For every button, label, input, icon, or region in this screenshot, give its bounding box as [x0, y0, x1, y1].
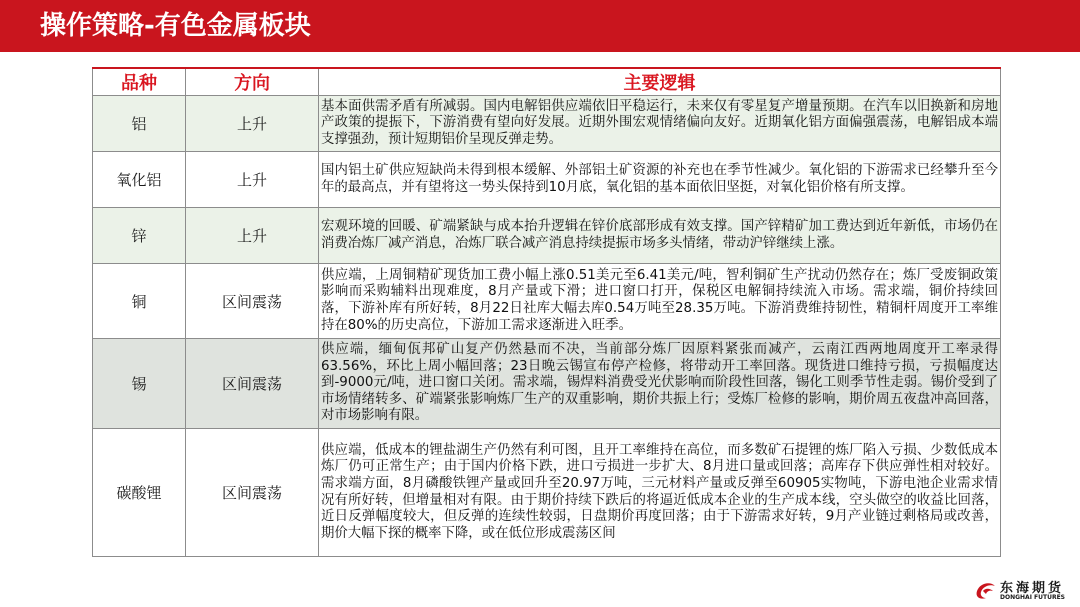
table-row-lithium-carbonate	[93, 429, 1001, 557]
variety-cell: 锌	[93, 208, 186, 264]
header-direction: 方向	[186, 68, 319, 96]
direction-cell: 区间震荡	[186, 429, 319, 557]
direction-cell: 上升	[186, 96, 319, 152]
table-row-aluminum	[93, 96, 1001, 152]
logic-cell: 国内铝土矿供应短缺尚未得到根本缓解、外部铝土矿资源的补充也在季节性减少。氧化铝的下游需求已经攀升至今年的最高点，并有望将这一势头保持到10月底，氧化铝的基本面依旧坚挺，对氧化铝价格有所支撑。	[319, 152, 1001, 208]
table-header-row	[93, 68, 1001, 96]
variety-cell: 氧化铝	[93, 152, 186, 208]
table-row-zinc	[93, 208, 1001, 264]
header-logic: 主要逻辑	[319, 68, 1001, 96]
variety-cell: 碳酸锂	[93, 429, 186, 557]
variety-cell: 锡	[93, 339, 186, 429]
table-row-copper	[93, 264, 1001, 339]
title-bar	[0, 0, 1080, 52]
direction-cell: 上升	[186, 208, 319, 264]
direction-cell: 区间震荡	[186, 339, 319, 429]
company-logo	[974, 577, 1078, 605]
donghai-logo-icon	[974, 579, 998, 601]
direction-cell: 上升	[186, 152, 319, 208]
strategy-table	[92, 67, 1001, 557]
logic-cell: 供应端，上周铜精矿现货加工费小幅上涨0.51美元至6.41美元/吨，智利铜矿生产扰动仍然存在；炼厂受废铜政策影响而采购辅料出现难度，8月产量或下滑；进口窗口打开，保税区电解铜持续流入市场。需求端，铜价持续回落，下游补库有所好转，8月22日社库大幅去库0.54万吨至28.35万吨。下游消费维持韧性，精铜杆周度开工率维持在80%的历史高位，下游加工需求逐渐进入旺季。	[319, 264, 1001, 339]
page-title: 操作策略-有色金属板块	[40, 11, 311, 41]
table-row-alumina	[93, 152, 1001, 208]
logic-cell: 供应端，低成本的锂盐湖生产仍然有利可图，且开工率维持在高位，而多数矿石提锂的炼厂陷入亏损、少数低成本炼厂仍可正常生产；由于国内价格下跌，进口亏损进一步扩大、8月进口量或回落；高库存下供应弹性相对较好。需求端方面，8月磷酸铁锂产量或回升至20.97万吨，三元材料产量或反弹至60905实物吨，下游电池企业需求情况有所好转，但增量相对有限。由于期价持续下跌后的将逼近低成本企业的生产成本线，空头做空的收益比回落，近日反弹幅度较大，但反弹的连续性较弱，日盘期价再度回落；由于下游需求好转，9月产业链过剩格局或改善，期价大幅下探的概率下降，或在低位形成震荡区间	[319, 429, 1001, 557]
logic-cell: 基本面供需矛盾有所减弱。国内电解铝供应端依旧平稳运行，未来仅有零星复产增量预期。在汽车以旧换新和房地产政策的提振下，下游消费有望向好发展。近期外围宏观情绪偏向友好。近期氧化铝方面偏强震荡，电解铝成本端支撑强劲，预计短期铝价呈现反弹走势。	[319, 96, 1001, 152]
table-row-tin	[93, 339, 1001, 429]
variety-cell: 铜	[93, 264, 186, 339]
direction-cell: 区间震荡	[186, 264, 319, 339]
logo-name-en: DONGHAI FUTURES	[1000, 594, 1065, 601]
header-variety: 品种	[93, 68, 186, 96]
logic-cell: 宏观环境的回暖、矿端紧缺与成本抬升逻辑在锌价底部形成有效支撑。国产锌精矿加工费达到近年新低，市场仍在消费冶炼厂减产消息，冶炼厂联合减产消息持续提振市场多头情绪，带动沪锌继续上涨。	[319, 208, 1001, 264]
logic-cell: 供应端，缅甸佤邦矿山复产仍然悬而不决，当前部分炼厂因原料紧张而减产，云南江西两地周度开工率录得63.56%，环比上周小幅回落；23日晚云锡宣布停产检修，将带动开工率回落。现货进口维持亏损，亏损幅度达到-9000元/吨，进口窗口关闭。需求端，锡焊料消费受光伏影响而阶段性回落，锡化工则季节性走弱。锡价受到了市场情绪转多、矿端紧张影响炼厂生产的双重影响，期价共振上行；受炼厂检修的影响，期价周五夜盘冲高回落，对市场影响有限。	[319, 339, 1001, 429]
variety-cell: 铝	[93, 96, 186, 152]
logo-name-cn: 东海期货	[1000, 581, 1065, 596]
